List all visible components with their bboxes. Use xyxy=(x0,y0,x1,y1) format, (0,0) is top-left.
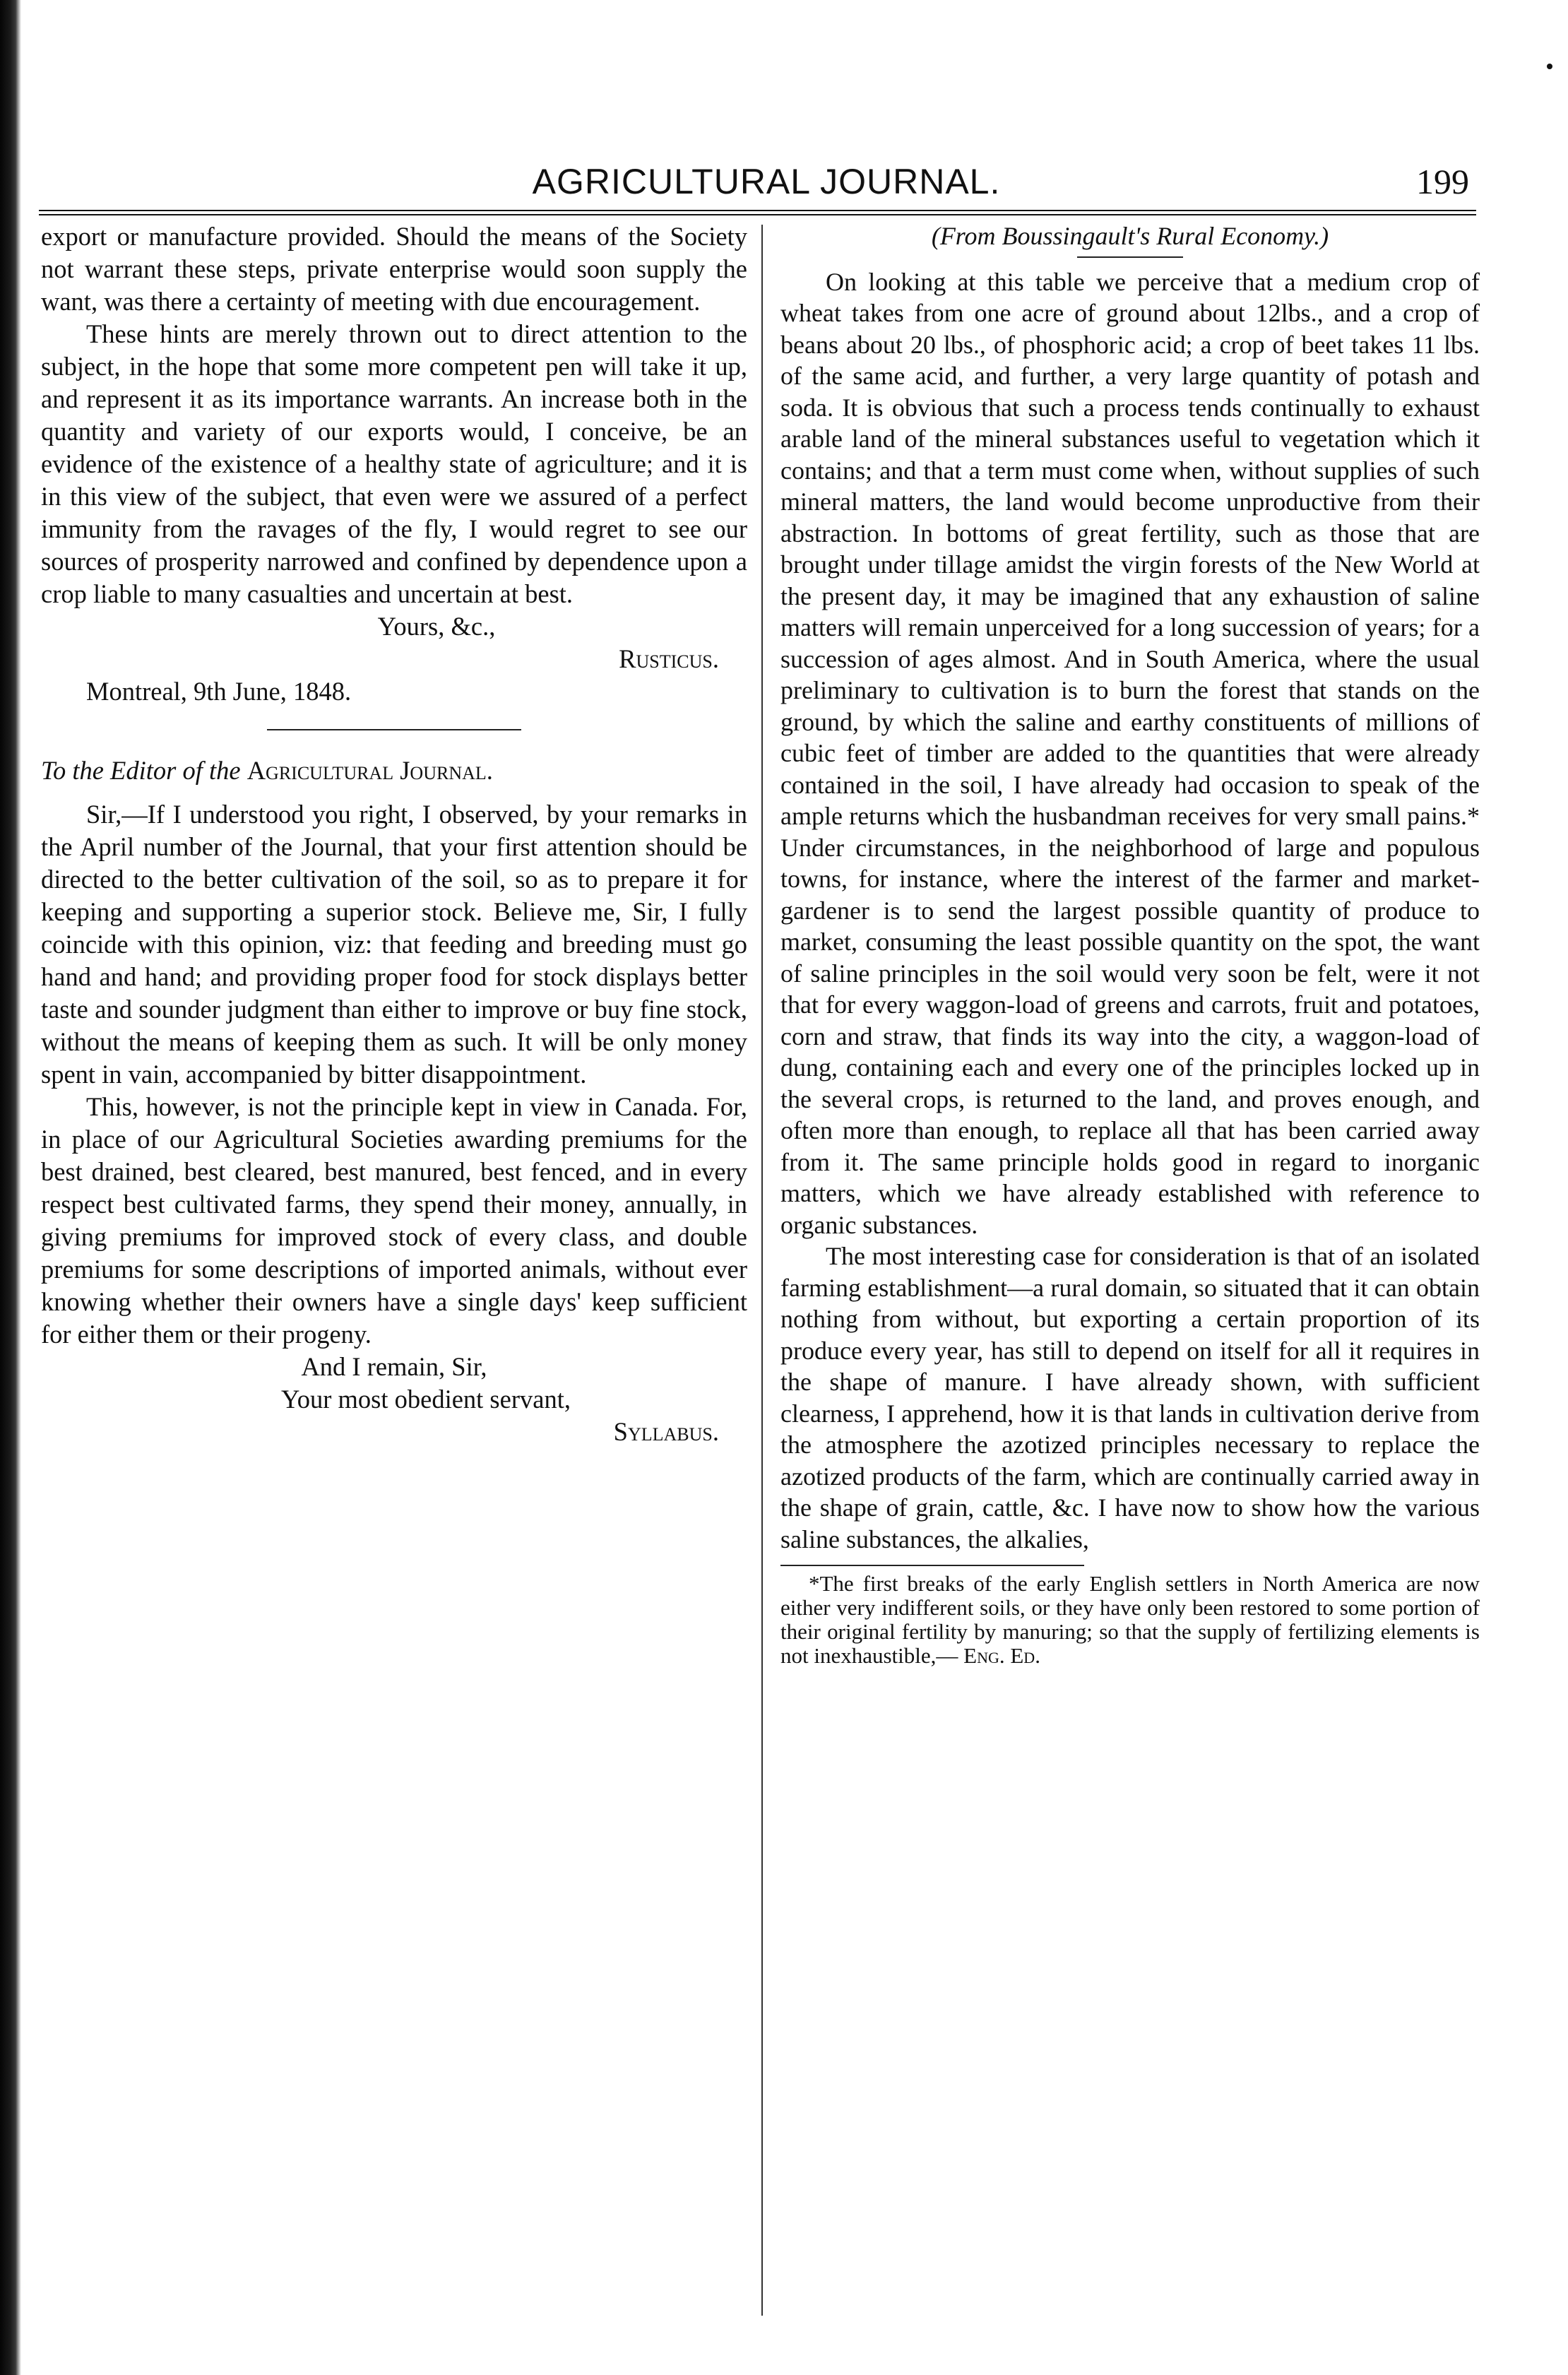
book-spine-shadow xyxy=(0,0,21,2375)
left-paragraph-1: export or manufacture provided. Should the means of the Society not warrant these steps, private enterprise would soon supply the want, was there a certainty of meeting with due encouragement. xyxy=(41,222,747,316)
footnote xyxy=(780,1572,1480,1668)
source-rule xyxy=(1077,256,1183,258)
source-heading: (From Boussingault's Rural Economy.) xyxy=(931,222,1329,250)
footnote-text-line xyxy=(780,1572,1480,1668)
letter-signature: Rusticus. xyxy=(619,644,719,673)
footnote-rule xyxy=(780,1565,1084,1566)
letter2-paragraph-2: This, however, is not the principle kept in view in Canada. For, in place of our Agricultural Societies awarding premiums for the best drained, best cleared, best manured, best fenced, and in every respect best cultivated farms, they spend their money, annually, in giving premiums for improved stock of every class, and double premiums for some descriptions of imported animals, without ever knowing whether their owners have a single days' keep sufficient for either them or their progeny. xyxy=(41,1092,747,1349)
section-rule xyxy=(267,729,521,730)
left-column xyxy=(41,220,747,1448)
right-paragraph-1: On looking at this table we perceive that a medium crop of wheat takes from one acre of ground about 12lbs., and a crop of beans about 20 lbs., of phosphoric acid; a crop of beet takes 11 lbs. of the same acid, and further, a very large quantity of potash and soda. It is obvious that such a process tends continually to exhaust arable land of the mineral substances useful to vegetation which it contains; and that a term must come when, without supplies of such mineral matters, the land would become unproductive from their abstraction. In bottoms of great fertility, such as those that are brought under tillage amidst the virgin forests of the New World at the present day, it may be imagined that any exhaustion of saline matters will remain unperceived for a long succession of years; for a succession of ages almost. And in South America, where the usual preliminary to cultivation is to burn the forest that stands on the ground, by which the saline and earthy constituents of millions of cubic feet of timber are added to the quantities that were already contained in the soil, I have already had occasion to speak of the ample returns which the husbandman receives for very small pains.* Under circumstances, in the neighborhood of large and populous towns, for instance, where the interest of the farmer and market-gardener is to send the largest possible quantity of produce to market, consuming the least possible quantity on the spot, the want of saline principles in the soil would very soon be felt, were it not that for every waggon-load of greens and carrots, fruit and potatoes, corn and straw, that finds its way into the city, a waggon-load of dung, containing each and every one of the principles locked up in the several crops, is returned to the land, and proves enough, and often more than enough, to replace all that has been carried away from it. The same principle holds good in regard to inorganic matters, which we have already established with reference to organic substances. xyxy=(780,267,1480,1239)
letter2-heading-journal: Agricultural Journal. xyxy=(247,756,493,785)
footnote-text: *The first breaks of the early English settlers in North America are now either very indifferent soils, or they have only been restored to some portion of their original fertility by manuring; so that the supply of fertilizing elements is not inexhaustible,— xyxy=(780,1571,1480,1668)
letter2-signature: Syllabus. xyxy=(613,1417,719,1446)
letter2-closing-1: And I remain, Sir, xyxy=(301,1352,487,1381)
letter-closing: Yours, &c., xyxy=(377,612,496,641)
letter2-closing-2: Your most obedient servant, xyxy=(281,1385,571,1414)
right-paragraph-2: The most interesting case for consideration is that of an isolated farming establishment—a rural domain, so situated that it can obtain nothing from without, but exporting a certain proportion of its produce every year, has still to depend on itself for all it requires in the shape of manure. I have already shown, with sufficient clearness, I apprehend, how it is that lands in cultivation derive from the atmosphere the azotized principles necessary to replace the azotized products of the farm, which are continually carried away in the shape of grain, cattle, &c. I have now to show how the various saline substances, the alkalies, xyxy=(780,1242,1480,1553)
column-divider xyxy=(761,225,763,2316)
scan-speck xyxy=(1547,64,1552,69)
header-rule xyxy=(39,210,1476,215)
letter2-paragraph-1: Sir,—If I understood you right, I observed, by your remarks in the April number of the Journal, that your first attention should be directed to the better cultivation of the soil, so as to prepare it for keeping and supporting a superior stock. Believe me, Sir, I fully coincide with this opinion, viz: that feeding and breeding must go hand and hand; and providing proper food for stock displays better taste and sounder judgment than either to improve or buy fine stock, without the means of keeping them as such. It will be only money spent in vain, accompanied by bitter disappointment. xyxy=(41,800,747,1089)
running-head: AGRICULTURAL JOURNAL. xyxy=(532,162,1001,201)
letter-dateline: Montreal, 9th June, 1848. xyxy=(86,677,352,706)
left-paragraph-2: These hints are merely thrown out to direct attention to the subject, in the hope that some more competent pen will take it up, and represent it as its importance warrants. An increase both in the quantity and variety of our exports would, I conceive, be an evidence of the existence of a healthy state of agriculture; and it is in this view of the subject, that even were we assured of a perfect immunity from the ravages of the fly, I would regret to see our sources of prosperity narrowed and confined by dependence upon a crop liable to many casualties and uncertain at best. xyxy=(41,319,747,608)
letter2-heading-prefix: To the Editor of the xyxy=(41,756,241,785)
page-number: 199 xyxy=(1416,162,1469,201)
page-header xyxy=(49,161,1483,211)
letter2-heading xyxy=(41,754,747,787)
footnote-signature: Eng. Ed. xyxy=(963,1643,1040,1668)
right-column xyxy=(780,220,1480,1668)
